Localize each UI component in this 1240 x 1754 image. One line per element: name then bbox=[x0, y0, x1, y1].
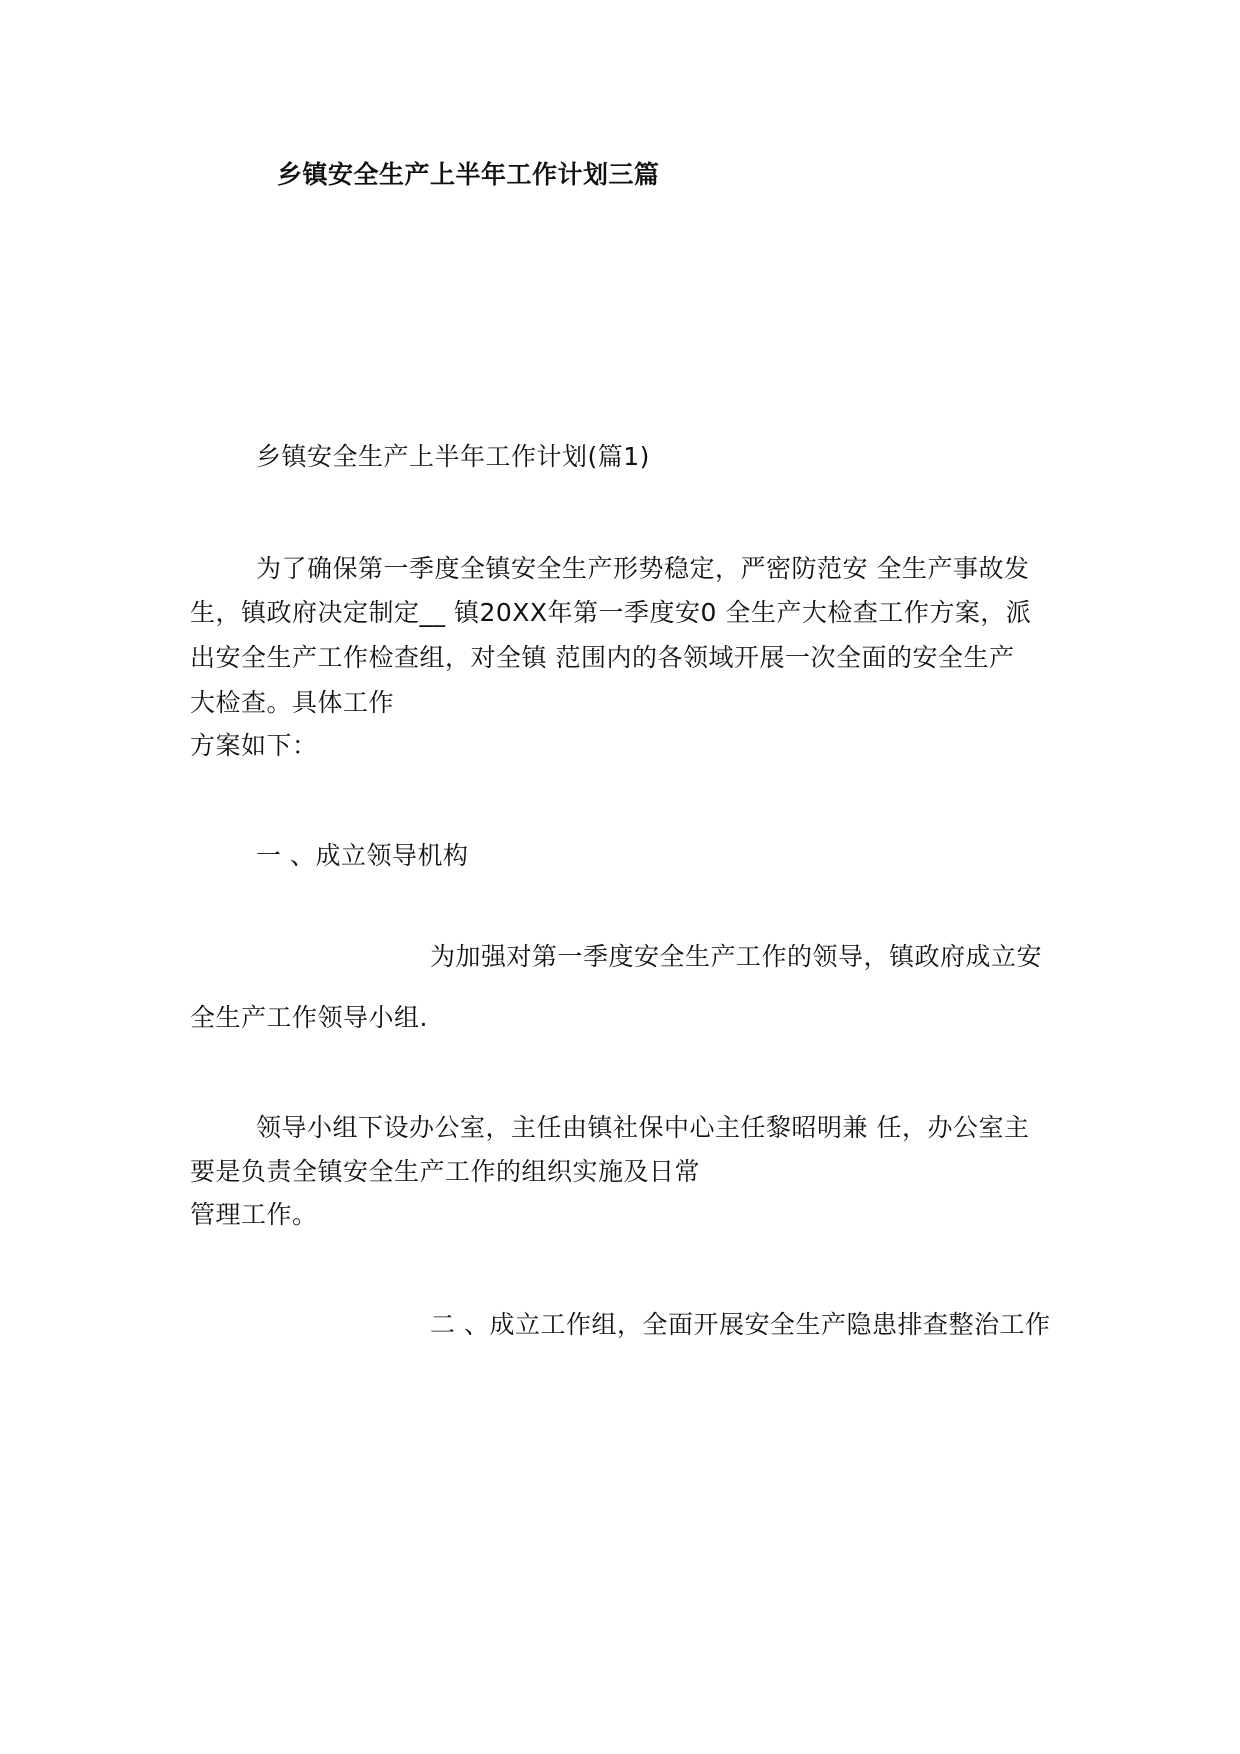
paragraph-1-line-5: 方案如下： bbox=[190, 731, 318, 760]
paragraph-1-line-3: 出安全生产工作检查组，对全镇 范围内的各领域开展一次全面的安全生产 bbox=[190, 643, 1015, 672]
paragraph-3-line-2: 要是负责全镇安全生产工作的组织实施及日常 bbox=[190, 1157, 701, 1186]
paragraph-3-line-1: 领导小组下设办公室，主任由镇社保中心主任黎昭明兼 任，办公室主 bbox=[256, 1113, 1030, 1142]
section-heading: 乡镇安全生产上半年工作计划(篇1) bbox=[256, 442, 650, 471]
paragraph-2-line-1: 为加强对第一季度安全生产工作的领导，镇政府成立安 bbox=[430, 942, 1043, 971]
paragraph-1-line-2: 生，镇政府决定制定__ 镇20XX年第一季度安0 全生产大检查工作方案，派 bbox=[190, 598, 1032, 627]
paragraph-3-line-3: 管理工作。 bbox=[190, 1200, 318, 1229]
paragraph-1-line-1: 为了确保第一季度全镇安全生产形势稳定，严密防范安 全生产事故发 bbox=[256, 554, 1030, 583]
heading-one: 一 、成立领导机构 bbox=[256, 841, 469, 870]
paragraph-1-line-4: 大检查。具体工作 bbox=[190, 688, 395, 717]
document-title: 乡镇安全生产上半年工作计划三篇 bbox=[277, 160, 660, 189]
paragraph-2-line-2: 全生产工作领导小组. bbox=[190, 1003, 428, 1032]
heading-two: 二 、成立工作组，全面开展安全生产隐患排查整治工作 bbox=[430, 1310, 1051, 1339]
